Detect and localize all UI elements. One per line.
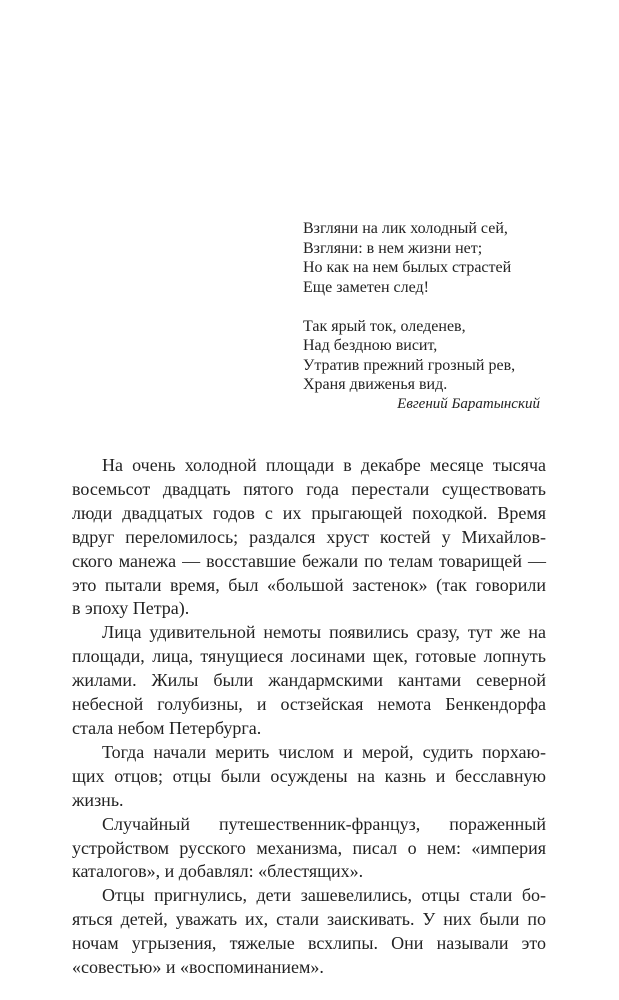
- text-line: восемьсот двадцать пятого года перестали существовать: [72, 478, 546, 499]
- poem-line: Взгляни на лик холодный сей,: [303, 220, 508, 237]
- poem-line: Еще заметен след!: [303, 278, 429, 296]
- text-line: Лица удивительной немоты появились сразу, тут же на: [102, 622, 546, 643]
- poem-line: Над бездною висит,: [303, 337, 438, 354]
- paragraph: [72, 741, 546, 813]
- text-line: Отцы пригнулись, дети зашевелились, отцы стали бо-: [102, 885, 546, 906]
- text-line: это пытали время, был «большой застенок» (так говорили: [72, 574, 546, 595]
- text-line: Тогда начали мерить числом и мерой, судить порхаю-: [102, 741, 546, 762]
- text-line: На очень холодной площади в декабре месяце тысяча: [102, 455, 546, 475]
- text-line: щих отцов; отцы были осуждены на казнь и бесславную: [72, 765, 546, 786]
- text-line: в эпоху Петра).: [72, 598, 190, 619]
- poem-stanza: [303, 317, 543, 395]
- text-line: ночам угрызения, тяжелые всхлипы. Они называли это: [72, 933, 546, 954]
- poem-line: Взгляни: в нем жизни нет;: [303, 239, 483, 257]
- epigraph-author: Евгений Баратынский: [397, 396, 540, 412]
- epigraph-poem: [303, 219, 543, 414]
- poem-line: Храня движенья вид.: [303, 376, 448, 393]
- text-line: жизнь.: [72, 789, 124, 810]
- text-line: вдруг переломилось; раздался хруст костей у Михайлов-: [72, 526, 546, 547]
- paragraph: [72, 813, 546, 885]
- paragraph: [72, 621, 546, 741]
- text-line: ского манежа — восставшие бежали по телам товарищей —: [72, 550, 546, 571]
- poem-line: Утратив прежний грозный рев,: [303, 356, 516, 374]
- body-text: [72, 454, 546, 980]
- poem-line: Так ярый ток, оледенев,: [303, 317, 466, 335]
- text-line: «совестью» и «воспоминанием».: [72, 957, 324, 978]
- text-line: стала небом Петербурга.: [72, 717, 262, 738]
- text-line: яться детей, уважать их, стали заискивать. У них были по: [72, 909, 546, 930]
- text-line: люди двадцатых годов с их прыгающей походкой. Время: [72, 502, 546, 523]
- text-line: жилами. Жилы были жандармскими кантами северной: [72, 670, 546, 691]
- text-line: небесной голубизны, и остзейская немота Бенкендорфа: [72, 694, 546, 715]
- text-line: устройством русского механизма, писал о нем: «империя: [72, 837, 546, 858]
- paragraph: [72, 884, 546, 980]
- text-line: площади, лица, тянущиеся лосинами щек, готовые лопнуть: [72, 646, 546, 667]
- text-line: Случайный путешественник-француз, пораженный: [102, 813, 546, 834]
- poem-line: Но как на нем былых страстей: [303, 259, 512, 276]
- text-line: каталогов», и добавлял: «блестящих».: [72, 861, 364, 882]
- paragraph: [72, 454, 546, 621]
- poem-stanza: [303, 219, 543, 297]
